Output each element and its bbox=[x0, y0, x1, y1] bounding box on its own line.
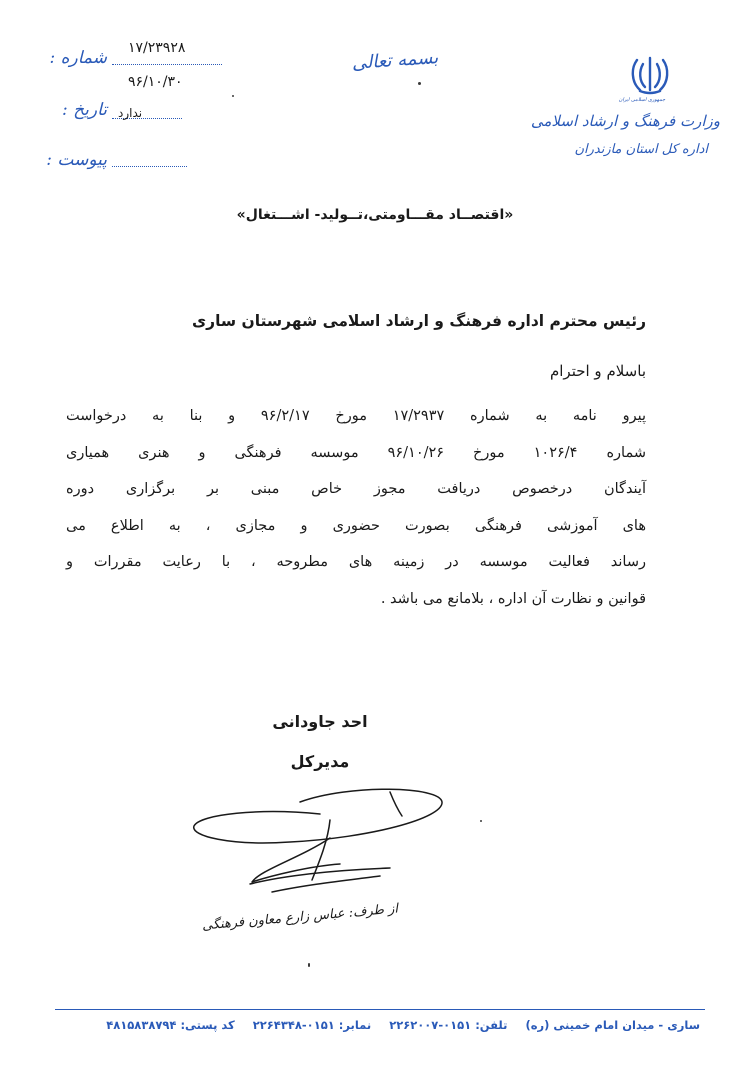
body-line: قوانین و نظارت آن اداره ، بلامانع می باشد . bbox=[380, 590, 646, 607]
number-label: شماره : bbox=[49, 48, 107, 68]
attachment-dotted-line bbox=[112, 166, 187, 167]
letter-body bbox=[66, 398, 646, 617]
date-value: ۹۶/۱۰/۳۰ bbox=[128, 74, 183, 90]
ink-dot bbox=[480, 820, 482, 822]
footer-postal-code: کد پستی: ۴۸۱۵۸۳۸۷۹۴ bbox=[106, 1018, 235, 1032]
body-line: آیندگان درخصوص دریافت مجوز خاص مبنی بر برگزاری دوره bbox=[66, 481, 646, 497]
number-value: ۱۷/۲۳۹۲۸ bbox=[128, 40, 186, 56]
ink-dot bbox=[418, 82, 421, 85]
office-name: اداره کل استان مازندران bbox=[574, 142, 708, 157]
body-line: رساند فعالیت موسسه در زمینه های مطروحه ، با رعایت مقررات و bbox=[66, 554, 646, 570]
footer-fax: نمابر: ۰۱۵۱-۲۲۶۴۳۴۸ bbox=[252, 1018, 372, 1032]
footer-phone: تلفن: ۰۱۵۱-۲۲۶۲۰۰۷ bbox=[389, 1018, 508, 1032]
ink-dot bbox=[232, 95, 234, 97]
addressee-line: رئیس محترم اداره فرهنگ و ارشاد اسلامی شهرستان ساری bbox=[191, 312, 646, 330]
on-behalf-note: از طرف: عباس زارع معاون فرهنگی bbox=[201, 901, 399, 934]
attachment-label: پیوست : bbox=[46, 150, 107, 170]
handwritten-signature bbox=[180, 780, 460, 910]
body-line: پیرو نامه به شماره ۱۷/۲۹۳۷ مورخ ۹۶/۲/۱۷ و بنا به درخواست bbox=[66, 408, 646, 424]
national-slogan: «اقتصــاد مقـــاومتی،تــولید- اشـــتغال» bbox=[236, 207, 514, 223]
invocation: بسمه تعالی bbox=[351, 47, 439, 74]
date-label: تاریخ : bbox=[62, 100, 107, 120]
footer-address: ساری - میدان امام خمینی (ره) bbox=[525, 1018, 700, 1032]
iri-emblem-icon bbox=[628, 54, 672, 96]
footer-divider bbox=[55, 1009, 705, 1010]
iri-caption: جمهوری اسلامی ایران bbox=[618, 97, 666, 103]
signatory-title: مدیرکل bbox=[290, 752, 350, 771]
body-line: های آموزشی فرهنگی بصورت حضوری و مجازی ، به اطلاع می bbox=[66, 517, 646, 534]
ink-mark bbox=[308, 963, 310, 967]
signatory-name: احد جاودانی bbox=[272, 712, 368, 731]
attachment-value: ندارد bbox=[118, 106, 143, 120]
ministry-name: وزارت فرهنگ و ارشاد اسلامی bbox=[530, 112, 720, 130]
body-line: شماره ۱۰۲۶/۴ مورخ ۹۶/۱۰/۲۶ موسسه فرهنگی و هنری همیاری bbox=[66, 444, 646, 461]
footer-contact bbox=[60, 1018, 700, 1032]
number-dotted-line bbox=[112, 64, 222, 65]
greeting: باسلام و احترام bbox=[549, 362, 646, 380]
